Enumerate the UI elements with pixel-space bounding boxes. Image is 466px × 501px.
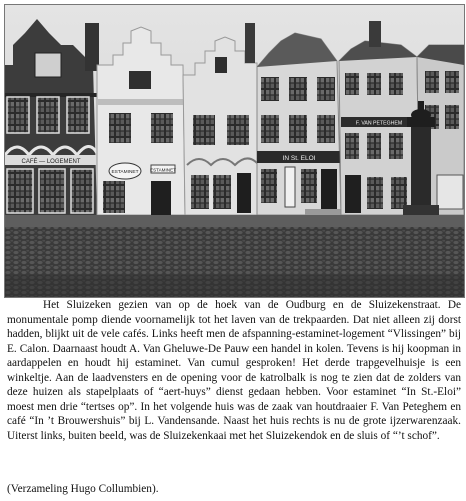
- street-scene-image: [5, 5, 464, 297]
- caption-text: Het Sluizeken gezien van op de hoek van de Oudburg en de Sluizekenstraat. De monumentale pomp diende voornamelijk tot het laven van de trekpaarden. Dat niet alleen zij dorst hadden, blijkt uit de vele cafés. Links heeft men de afspanning-estaminet-logement “Vlissingen” bij E. Calon. Daarnaast houdt A. Van Gheluwe-De Pauw een handel in kolen. Tevens is hij koopman in aardappelen en houdt hij estaminet. Van cumul gesproken! Het derde trapgevelhuisje is een winkeltje. Aan de laadvensters en de opening voor de katrolbalk is nog te zien dat de zolders van deze huizen als stapelplaats of “aert-huys” dienst gedaan hebben. Voor estaminet “In St.-Eloi” moest men drie “tertses op”. In het volgende huis was de zaak van houtdraaier F. Van Peteghem en café “In ’t Brouwershuis” bij L. Vandensande. Naast het huis rechts is nu de grote ijzerwarenzaak. Uiterst links, buiten beeld, was de Sluizekenkaai met het Sluizekendok en de sluis of “’t schof”.: [7, 299, 461, 442]
- historic-photograph: [4, 4, 465, 298]
- photo-credit: (Verzameling Hugo Collumbien).: [7, 483, 159, 495]
- photo-caption: [7, 298, 461, 443]
- svg-text:IN St. ELOI: IN St. ELOI: [282, 155, 316, 162]
- svg-text:ESTAMINET: ESTAMINET: [111, 170, 139, 175]
- svg-text:F. VAN PETEGHEM: F. VAN PETEGHEM: [355, 120, 403, 127]
- svg-text:ESTAMINET: ESTAMINET: [150, 167, 176, 173]
- svg-text:CAFÉ — LOGEMENT: CAFÉ — LOGEMENT: [21, 159, 81, 165]
